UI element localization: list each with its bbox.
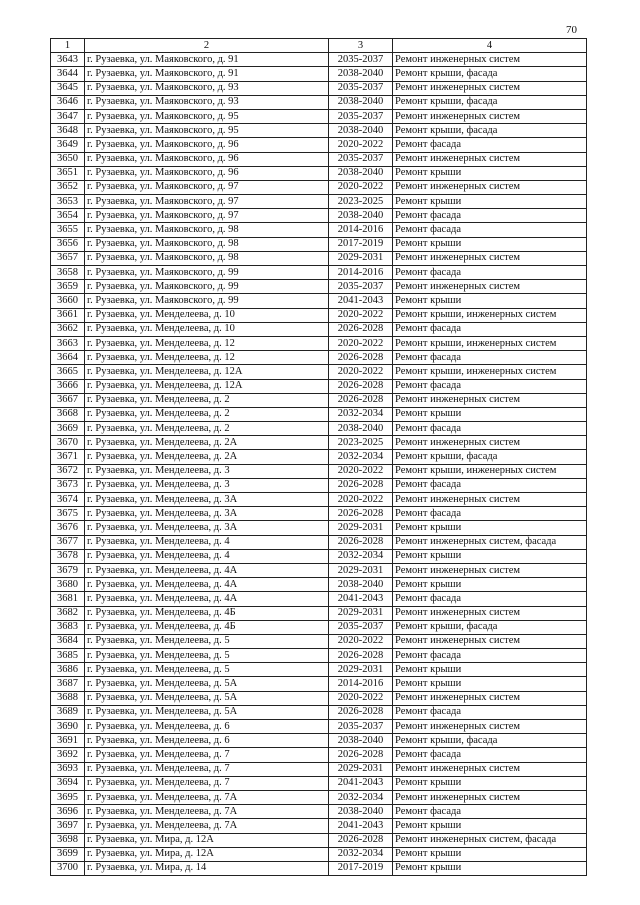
work-type-cell: Ремонт крыши <box>393 195 587 209</box>
work-type-cell: Ремонт крыши <box>393 294 587 308</box>
period-cell: 2026-2028 <box>329 379 393 393</box>
period-cell: 2026-2028 <box>329 748 393 762</box>
work-type-cell: Ремонт инженерных систем <box>393 180 587 194</box>
period-cell: 2029-2031 <box>329 521 393 535</box>
column-header-number: 1 <box>51 39 85 53</box>
row-number-cell: 3694 <box>51 776 85 790</box>
period-cell: 2035-2037 <box>329 109 393 123</box>
row-number-cell: 3643 <box>51 53 85 67</box>
table-row <box>51 649 587 663</box>
work-type-cell: Ремонт инженерных систем <box>393 81 587 95</box>
work-type-cell: Ремонт инженерных систем <box>393 606 587 620</box>
row-number-cell: 3645 <box>51 81 85 95</box>
period-cell: 2032-2034 <box>329 847 393 861</box>
work-type-cell: Ремонт фасада <box>393 705 587 719</box>
address-cell: г. Рузаевка, ул. Менделеева, д. 2 <box>85 407 329 421</box>
work-type-cell: Ремонт фасада <box>393 138 587 152</box>
period-cell: 2026-2028 <box>329 393 393 407</box>
table-row <box>51 819 587 833</box>
table-row <box>51 691 587 705</box>
period-cell: 2029-2031 <box>329 563 393 577</box>
work-type-cell: Ремонт крыши <box>393 776 587 790</box>
address-cell: г. Рузаевка, ул. Менделеева, д. 6 <box>85 734 329 748</box>
row-number-cell: 3697 <box>51 819 85 833</box>
row-number-cell: 3682 <box>51 606 85 620</box>
work-type-cell: Ремонт крыши, фасада <box>393 124 587 138</box>
period-cell: 2020-2022 <box>329 308 393 322</box>
table-row <box>51 464 587 478</box>
address-cell: г. Рузаевка, ул. Менделеева, д. 4А <box>85 563 329 577</box>
table-row <box>51 861 587 875</box>
period-cell: 2041-2043 <box>329 294 393 308</box>
row-number-cell: 3652 <box>51 180 85 194</box>
address-cell: г. Рузаевка, ул. Менделеева, д. 4 <box>85 535 329 549</box>
address-cell: г. Рузаевка, ул. Маяковского, д. 99 <box>85 280 329 294</box>
row-number-cell: 3649 <box>51 138 85 152</box>
period-cell: 2020-2022 <box>329 493 393 507</box>
work-type-cell: Ремонт фасада <box>393 266 587 280</box>
address-cell: г. Рузаевка, ул. Маяковского, д. 93 <box>85 95 329 109</box>
row-number-cell: 3676 <box>51 521 85 535</box>
address-cell: г. Рузаевка, ул. Маяковского, д. 96 <box>85 152 329 166</box>
address-cell: г. Рузаевка, ул. Менделеева, д. 3А <box>85 521 329 535</box>
row-number-cell: 3664 <box>51 351 85 365</box>
table-row <box>51 322 587 336</box>
work-type-cell: Ремонт крыши, фасада <box>393 95 587 109</box>
work-type-cell: Ремонт крыши, фасада <box>393 620 587 634</box>
period-cell: 2026-2028 <box>329 535 393 549</box>
table-row <box>51 379 587 393</box>
work-type-cell: Ремонт инженерных систем <box>393 691 587 705</box>
table-row <box>51 663 587 677</box>
work-type-cell: Ремонт инженерных систем <box>393 251 587 265</box>
address-cell: г. Рузаевка, ул. Менделеева, д. 4Б <box>85 620 329 634</box>
row-number-cell: 3690 <box>51 720 85 734</box>
address-cell: г. Рузаевка, ул. Менделеева, д. 2А <box>85 436 329 450</box>
period-cell: 2026-2028 <box>329 351 393 365</box>
table-header-row <box>51 39 587 53</box>
address-cell: г. Рузаевка, ул. Маяковского, д. 95 <box>85 124 329 138</box>
row-number-cell: 3686 <box>51 663 85 677</box>
period-cell: 2026-2028 <box>329 507 393 521</box>
work-type-cell: Ремонт крыши <box>393 663 587 677</box>
work-type-cell: Ремонт крыши <box>393 578 587 592</box>
work-type-cell: Ремонт фасада <box>393 805 587 819</box>
table-row <box>51 549 587 563</box>
address-cell: г. Рузаевка, ул. Менделеева, д. 12 <box>85 351 329 365</box>
table-row <box>51 109 587 123</box>
address-cell: г. Рузаевка, ул. Маяковского, д. 97 <box>85 180 329 194</box>
work-type-cell: Ремонт фасада <box>393 422 587 436</box>
period-cell: 2020-2022 <box>329 365 393 379</box>
row-number-cell: 3655 <box>51 223 85 237</box>
address-cell: г. Рузаевка, ул. Менделеева, д. 5 <box>85 649 329 663</box>
table-row <box>51 847 587 861</box>
column-header-period: 3 <box>329 39 393 53</box>
period-cell: 2038-2040 <box>329 734 393 748</box>
row-number-cell: 3688 <box>51 691 85 705</box>
address-cell: г. Рузаевка, ул. Менделеева, д. 2 <box>85 393 329 407</box>
row-number-cell: 3662 <box>51 322 85 336</box>
period-cell: 2017-2019 <box>329 237 393 251</box>
period-cell: 2035-2037 <box>329 720 393 734</box>
table-row <box>51 720 587 734</box>
period-cell: 2014-2016 <box>329 223 393 237</box>
table-row <box>51 223 587 237</box>
period-cell: 2026-2028 <box>329 649 393 663</box>
row-number-cell: 3665 <box>51 365 85 379</box>
address-cell: г. Рузаевка, ул. Менделеева, д. 7 <box>85 776 329 790</box>
table-row <box>51 294 587 308</box>
address-cell: г. Рузаевка, ул. Менделеева, д. 2А <box>85 450 329 464</box>
table-row <box>51 535 587 549</box>
address-cell: г. Рузаевка, ул. Маяковского, д. 98 <box>85 223 329 237</box>
work-type-cell: Ремонт фасада <box>393 592 587 606</box>
row-number-cell: 3684 <box>51 634 85 648</box>
work-type-cell: Ремонт крыши, инженерных систем <box>393 336 587 350</box>
repair-schedule-table <box>50 38 587 876</box>
work-type-cell: Ремонт инженерных систем <box>393 720 587 734</box>
period-cell: 2035-2037 <box>329 53 393 67</box>
row-number-cell: 3671 <box>51 450 85 464</box>
address-cell: г. Рузаевка, ул. Маяковского, д. 95 <box>85 109 329 123</box>
page-number: 70 <box>566 24 577 36</box>
table-row <box>51 748 587 762</box>
period-cell: 2026-2028 <box>329 322 393 336</box>
period-cell: 2029-2031 <box>329 762 393 776</box>
row-number-cell: 3673 <box>51 478 85 492</box>
address-cell: г. Рузаевка, ул. Маяковского, д. 96 <box>85 166 329 180</box>
work-type-cell: Ремонт инженерных систем <box>393 563 587 577</box>
table-row <box>51 677 587 691</box>
address-cell: г. Рузаевка, ул. Менделеева, д. 7А <box>85 790 329 804</box>
row-number-cell: 3683 <box>51 620 85 634</box>
period-cell: 2020-2022 <box>329 336 393 350</box>
address-cell: г. Рузаевка, ул. Менделеева, д. 7 <box>85 762 329 776</box>
table-row <box>51 578 587 592</box>
table-row <box>51 620 587 634</box>
period-cell: 2038-2040 <box>329 805 393 819</box>
table-row <box>51 521 587 535</box>
address-cell: г. Рузаевка, ул. Маяковского, д. 93 <box>85 81 329 95</box>
table-row <box>51 776 587 790</box>
period-cell: 2023-2025 <box>329 195 393 209</box>
row-number-cell: 3658 <box>51 266 85 280</box>
column-header-work-type: 4 <box>393 39 587 53</box>
table-row <box>51 336 587 350</box>
period-cell: 2032-2034 <box>329 450 393 464</box>
table-row <box>51 833 587 847</box>
address-cell: г. Рузаевка, ул. Менделеева, д. 4А <box>85 578 329 592</box>
period-cell: 2026-2028 <box>329 833 393 847</box>
work-type-cell: Ремонт крыши <box>393 407 587 421</box>
row-number-cell: 3668 <box>51 407 85 421</box>
address-cell: г. Рузаевка, ул. Менделеева, д. 4 <box>85 549 329 563</box>
row-number-cell: 3687 <box>51 677 85 691</box>
table-row <box>51 152 587 166</box>
period-cell: 2038-2040 <box>329 209 393 223</box>
row-number-cell: 3700 <box>51 861 85 875</box>
table-row <box>51 734 587 748</box>
work-type-cell: Ремонт крыши <box>393 847 587 861</box>
table-row <box>51 266 587 280</box>
period-cell: 2026-2028 <box>329 478 393 492</box>
row-number-cell: 3661 <box>51 308 85 322</box>
table-row <box>51 124 587 138</box>
table-row <box>51 436 587 450</box>
period-cell: 2035-2037 <box>329 620 393 634</box>
work-type-cell: Ремонт крыши <box>393 521 587 535</box>
address-cell: г. Рузаевка, ул. Менделеева, д. 6 <box>85 720 329 734</box>
work-type-cell: Ремонт инженерных систем <box>393 436 587 450</box>
period-cell: 2020-2022 <box>329 634 393 648</box>
work-type-cell: Ремонт крыши <box>393 166 587 180</box>
address-cell: г. Рузаевка, ул. Менделеева, д. 12 <box>85 336 329 350</box>
work-type-cell: Ремонт крыши, фасада <box>393 67 587 81</box>
period-cell: 2041-2043 <box>329 776 393 790</box>
work-type-cell: Ремонт фасада <box>393 748 587 762</box>
table-row <box>51 251 587 265</box>
address-cell: г. Рузаевка, ул. Маяковского, д. 98 <box>85 237 329 251</box>
table-row <box>51 705 587 719</box>
table-row <box>51 67 587 81</box>
address-cell: г. Рузаевка, ул. Менделеева, д. 5А <box>85 705 329 719</box>
work-type-cell: Ремонт крыши, инженерных систем <box>393 464 587 478</box>
address-cell: г. Рузаевка, ул. Маяковского, д. 96 <box>85 138 329 152</box>
work-type-cell: Ремонт инженерных систем <box>393 634 587 648</box>
period-cell: 2032-2034 <box>329 790 393 804</box>
work-type-cell: Ремонт инженерных систем <box>393 109 587 123</box>
row-number-cell: 3693 <box>51 762 85 776</box>
work-type-cell: Ремонт крыши <box>393 237 587 251</box>
address-cell: г. Рузаевка, ул. Менделеева, д. 12А <box>85 365 329 379</box>
address-cell: г. Рузаевка, ул. Мира, д. 14 <box>85 861 329 875</box>
table-row <box>51 634 587 648</box>
table-row <box>51 478 587 492</box>
row-number-cell: 3691 <box>51 734 85 748</box>
address-cell: г. Рузаевка, ул. Менделеева, д. 4Б <box>85 606 329 620</box>
row-number-cell: 3666 <box>51 379 85 393</box>
work-type-cell: Ремонт инженерных систем <box>393 790 587 804</box>
period-cell: 2038-2040 <box>329 95 393 109</box>
table-row <box>51 81 587 95</box>
table-row <box>51 280 587 294</box>
period-cell: 2029-2031 <box>329 663 393 677</box>
row-number-cell: 3648 <box>51 124 85 138</box>
row-number-cell: 3685 <box>51 649 85 663</box>
address-cell: г. Рузаевка, ул. Менделеева, д. 3 <box>85 464 329 478</box>
row-number-cell: 3699 <box>51 847 85 861</box>
work-type-cell: Ремонт инженерных систем <box>393 53 587 67</box>
table-row <box>51 195 587 209</box>
row-number-cell: 3659 <box>51 280 85 294</box>
address-cell: г. Рузаевка, ул. Менделеева, д. 5 <box>85 634 329 648</box>
row-number-cell: 3677 <box>51 535 85 549</box>
row-number-cell: 3644 <box>51 67 85 81</box>
address-cell: г. Рузаевка, ул. Менделеева, д. 5А <box>85 691 329 705</box>
work-type-cell: Ремонт фасада <box>393 322 587 336</box>
row-number-cell: 3692 <box>51 748 85 762</box>
table-row <box>51 237 587 251</box>
table-row <box>51 407 587 421</box>
table-row <box>51 365 587 379</box>
table-row <box>51 805 587 819</box>
period-cell: 2029-2031 <box>329 606 393 620</box>
row-number-cell: 3669 <box>51 422 85 436</box>
table-row <box>51 209 587 223</box>
work-type-cell: Ремонт фасада <box>393 209 587 223</box>
period-cell: 2020-2022 <box>329 464 393 478</box>
period-cell: 2020-2022 <box>329 691 393 705</box>
period-cell: 2017-2019 <box>329 861 393 875</box>
table-row <box>51 166 587 180</box>
table-row <box>51 53 587 67</box>
row-number-cell: 3656 <box>51 237 85 251</box>
table-row <box>51 563 587 577</box>
table-row <box>51 790 587 804</box>
work-type-cell: Ремонт фасада <box>393 478 587 492</box>
row-number-cell: 3660 <box>51 294 85 308</box>
row-number-cell: 3657 <box>51 251 85 265</box>
row-number-cell: 3678 <box>51 549 85 563</box>
work-type-cell: Ремонт фасада <box>393 649 587 663</box>
row-number-cell: 3654 <box>51 209 85 223</box>
table-row <box>51 351 587 365</box>
period-cell: 2029-2031 <box>329 251 393 265</box>
address-cell: г. Рузаевка, ул. Менделеева, д. 3А <box>85 507 329 521</box>
period-cell: 2035-2037 <box>329 152 393 166</box>
row-number-cell: 3680 <box>51 578 85 592</box>
table-row <box>51 493 587 507</box>
address-cell: г. Рузаевка, ул. Маяковского, д. 98 <box>85 251 329 265</box>
work-type-cell: Ремонт крыши <box>393 549 587 563</box>
work-type-cell: Ремонт инженерных систем <box>393 393 587 407</box>
address-cell: г. Рузаевка, ул. Менделеева, д. 5А <box>85 677 329 691</box>
period-cell: 2038-2040 <box>329 67 393 81</box>
row-number-cell: 3670 <box>51 436 85 450</box>
work-type-cell: Ремонт фасада <box>393 379 587 393</box>
address-cell: г. Рузаевка, ул. Маяковского, д. 91 <box>85 53 329 67</box>
period-cell: 2014-2016 <box>329 677 393 691</box>
table-row <box>51 393 587 407</box>
row-number-cell: 3698 <box>51 833 85 847</box>
work-type-cell: Ремонт крыши, инженерных систем <box>393 308 587 322</box>
address-cell: г. Рузаевка, ул. Менделеева, д. 7 <box>85 748 329 762</box>
period-cell: 2038-2040 <box>329 166 393 180</box>
row-number-cell: 3646 <box>51 95 85 109</box>
period-cell: 2014-2016 <box>329 266 393 280</box>
row-number-cell: 3681 <box>51 592 85 606</box>
work-type-cell: Ремонт фасада <box>393 507 587 521</box>
period-cell: 2038-2040 <box>329 124 393 138</box>
period-cell: 2035-2037 <box>329 81 393 95</box>
row-number-cell: 3647 <box>51 109 85 123</box>
address-cell: г. Рузаевка, ул. Менделеева, д. 10 <box>85 322 329 336</box>
row-number-cell: 3651 <box>51 166 85 180</box>
period-cell: 2035-2037 <box>329 280 393 294</box>
row-number-cell: 3695 <box>51 790 85 804</box>
row-number-cell: 3696 <box>51 805 85 819</box>
address-cell: г. Рузаевка, ул. Менделеева, д. 7А <box>85 819 329 833</box>
address-cell: г. Рузаевка, ул. Менделеева, д. 12А <box>85 379 329 393</box>
row-number-cell: 3672 <box>51 464 85 478</box>
work-type-cell: Ремонт инженерных систем, фасада <box>393 833 587 847</box>
table-row <box>51 592 587 606</box>
period-cell: 2032-2034 <box>329 549 393 563</box>
address-cell: г. Рузаевка, ул. Менделеева, д. 10 <box>85 308 329 322</box>
address-cell: г. Рузаевка, ул. Маяковского, д. 91 <box>85 67 329 81</box>
address-cell: г. Рузаевка, ул. Менделеева, д. 5 <box>85 663 329 677</box>
work-type-cell: Ремонт инженерных систем <box>393 280 587 294</box>
work-type-cell: Ремонт крыши, инженерных систем <box>393 365 587 379</box>
address-cell: г. Рузаевка, ул. Менделеева, д. 7А <box>85 805 329 819</box>
table-row <box>51 308 587 322</box>
address-cell: г. Рузаевка, ул. Маяковского, д. 99 <box>85 294 329 308</box>
table-row <box>51 450 587 464</box>
work-type-cell: Ремонт крыши <box>393 677 587 691</box>
period-cell: 2026-2028 <box>329 705 393 719</box>
table-row <box>51 507 587 521</box>
row-number-cell: 3675 <box>51 507 85 521</box>
work-type-cell: Ремонт инженерных систем <box>393 762 587 776</box>
column-header-address: 2 <box>85 39 329 53</box>
table-row <box>51 762 587 776</box>
work-type-cell: Ремонт крыши <box>393 819 587 833</box>
row-number-cell: 3674 <box>51 493 85 507</box>
table-row <box>51 180 587 194</box>
period-cell: 2020-2022 <box>329 138 393 152</box>
work-type-cell: Ремонт крыши, фасада <box>393 734 587 748</box>
address-cell: г. Рузаевка, ул. Маяковского, д. 99 <box>85 266 329 280</box>
address-cell: г. Рузаевка, ул. Маяковского, д. 97 <box>85 209 329 223</box>
period-cell: 2023-2025 <box>329 436 393 450</box>
table-row <box>51 422 587 436</box>
row-number-cell: 3663 <box>51 336 85 350</box>
row-number-cell: 3653 <box>51 195 85 209</box>
row-number-cell: 3650 <box>51 152 85 166</box>
table-row <box>51 95 587 109</box>
row-number-cell: 3679 <box>51 563 85 577</box>
address-cell: г. Рузаевка, ул. Маяковского, д. 97 <box>85 195 329 209</box>
period-cell: 2032-2034 <box>329 407 393 421</box>
address-cell: г. Рузаевка, ул. Менделеева, д. 2 <box>85 422 329 436</box>
work-type-cell: Ремонт инженерных систем <box>393 493 587 507</box>
table-row <box>51 606 587 620</box>
period-cell: 2038-2040 <box>329 422 393 436</box>
row-number-cell: 3667 <box>51 393 85 407</box>
work-type-cell: Ремонт инженерных систем <box>393 152 587 166</box>
work-type-cell: Ремонт крыши, фасада <box>393 450 587 464</box>
work-type-cell: Ремонт фасада <box>393 223 587 237</box>
work-type-cell: Ремонт крыши <box>393 861 587 875</box>
work-type-cell: Ремонт инженерных систем, фасада <box>393 535 587 549</box>
address-cell: г. Рузаевка, ул. Менделеева, д. 3А <box>85 493 329 507</box>
table-row <box>51 138 587 152</box>
row-number-cell: 3689 <box>51 705 85 719</box>
period-cell: 2041-2043 <box>329 592 393 606</box>
address-cell: г. Рузаевка, ул. Менделеева, д. 4А <box>85 592 329 606</box>
period-cell: 2020-2022 <box>329 180 393 194</box>
address-cell: г. Рузаевка, ул. Мира, д. 12А <box>85 833 329 847</box>
period-cell: 2038-2040 <box>329 578 393 592</box>
period-cell: 2041-2043 <box>329 819 393 833</box>
address-cell: г. Рузаевка, ул. Мира, д. 12А <box>85 847 329 861</box>
address-cell: г. Рузаевка, ул. Менделеева, д. 3 <box>85 478 329 492</box>
work-type-cell: Ремонт фасада <box>393 351 587 365</box>
